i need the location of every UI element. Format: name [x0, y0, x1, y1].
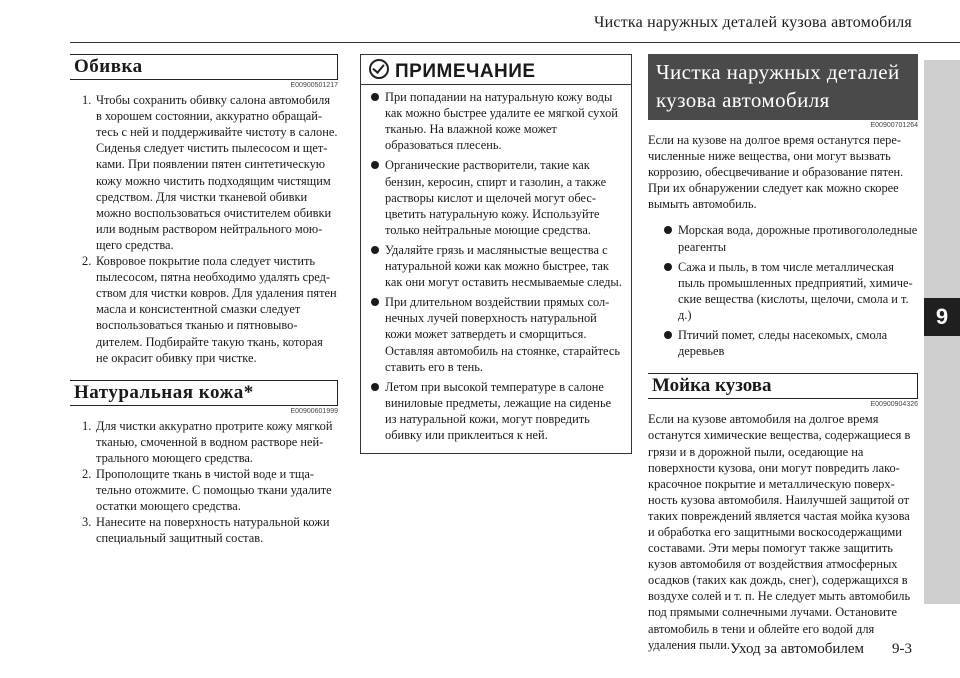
list-item: 3. Нанесите на поверхность натуральной кожи специальный защитный состав.: [82, 515, 330, 546]
leather-list: [70, 418, 338, 547]
upholstery-code: E00900501217: [290, 82, 338, 90]
exterior-intro: Если на кузове на долгое время останутся перечисленные ниже вещества, они могут вызвать коррозию, обесцвечивание и образование пятен. При их обнаружении следует как можно скорее вымыть автомобиль.: [648, 133, 904, 212]
list-item: Птичий помет, следы насекомых, смола деревьев: [662, 327, 918, 359]
leather-code: E00900601999: [290, 407, 338, 415]
list-item: 1. Для чистки аккуратно протрите кожу мягкой тканью, смоченной в водном растворе нейтрального моющего средства.: [82, 418, 333, 465]
leather-footnote-mark: *: [243, 381, 254, 403]
note-item: Удаляйте грязь и масляныстые вещества с натуральной кожи как можно быстрее, так как они могут оставить несмываемые следы.: [369, 242, 623, 290]
left-column: [70, 54, 338, 547]
list-item: 1. Чтобы сохранить обивку салона автомобиля в хорошем состоянии, аккуратно обращайтесь с ней и поддерживайте чистоту в салоне. Сиденья следует чистить пылесосом и щетками. При появлении пятен синтетическую кожу можно чистить подходящим чистящим средством. Для чистки тканевой обивки можно воспользоваться очистителем обивки или водным раствором нейтрального моющего средства.: [82, 93, 338, 252]
upholstery-heading: Обивка: [70, 54, 338, 80]
header-rule: [70, 42, 960, 43]
wash-heading: Мойка кузова: [648, 373, 918, 399]
note-item: Летом при высокой температуре в салоне виниловые предметы, лежащие на сиденье из натуральной кожи, могут повредить обивку или приклеиться к ней.: [369, 379, 623, 443]
list-item: Морская вода, дорожные противогололедные реагенты: [662, 222, 918, 254]
middle-column: [360, 54, 632, 454]
note-item: При длительном воздействии прямых солнечных лучей поверхность натуральной кожи может затвердеть и сморщиться. Оставляя автомобиль на стоянке, старайтесь ставить его в тень.: [369, 294, 623, 374]
page-footer: [730, 641, 912, 658]
note-list: [361, 85, 631, 453]
exterior-code: E00900701264: [870, 122, 918, 129]
list-item: 2. Ковровое покрытие пола следует чистить пылесосом, пятна необходимо удалять средством для чистки ковров. Для удаления пятен масла и консистентной смазки следует воспользоваться тканью и пятновыводителем. Подбирайте такую ткань, которая не окрасит обивку при чистке.: [82, 254, 337, 365]
wash-code: E00900904326: [870, 401, 918, 409]
note-item: При попадании на натуральную кожу воды как можно быстрее удалите ее мягкой сухой тканью. На влажной коже может образоваться плесень.: [369, 89, 623, 153]
exterior-substances-list: [648, 222, 918, 359]
right-column: [648, 54, 918, 653]
exterior-title: Чистка наружных деталей кузова автомобиля: [648, 54, 918, 120]
chapter-number-tab[interactable]: 9: [924, 298, 960, 336]
upholstery-list: [70, 92, 338, 366]
list-item: 2. Прополощите ткань в чистой воде и тщательно отожмите. С помощью ткани удалите остатки моющего средства.: [82, 467, 332, 514]
note-item: Органические растворители, такие как бензин, керосин, спирт и газолин, а также растворы кислот и щелочей могут обесцветить натуральную кожу. Используйте только нейтральные моющие средства.: [369, 157, 623, 237]
running-header: Чистка наружных деталей кузова автомобиля: [594, 14, 912, 31]
note-box: [360, 54, 632, 454]
page-number: 9-3: [892, 641, 912, 657]
wash-text: Если на кузове автомобиля на долгое время останутся химические вещества, содержащиеся в грязи и в дорожной пыли, оседающие на поверхности кузова, они могут повредить лакокрасочное покрытие и металлическую поверхность кузова автомобиля. Наилучшей защитой от таких повреждений является частая мойка кузова и обработка его защитными воскосодержащими составами. Эти меры помогут также защитить кузов автомобиля от воздействия атмосферных осадков (таких как дождь, снег), содержащихся в воздухе солей и т. п. Не следует мыть автомобиль под прямыми солнечными лучами. Остановите автомобиль в тени и облейте его водой для удаления пыли.: [648, 412, 911, 652]
note-heading: ПРИМЕЧАНИЕ: [361, 55, 631, 85]
list-item: Сажа и пыль, в том числе металлическая пыль промышленных предприятий, химические вещества (кислоты, щелочи, смола и т. д.): [662, 259, 918, 323]
footer-section: Уход за автомобилем: [729, 641, 864, 657]
leather-heading: Натуральная кожа*: [70, 380, 338, 406]
check-circle-icon: [369, 59, 389, 79]
